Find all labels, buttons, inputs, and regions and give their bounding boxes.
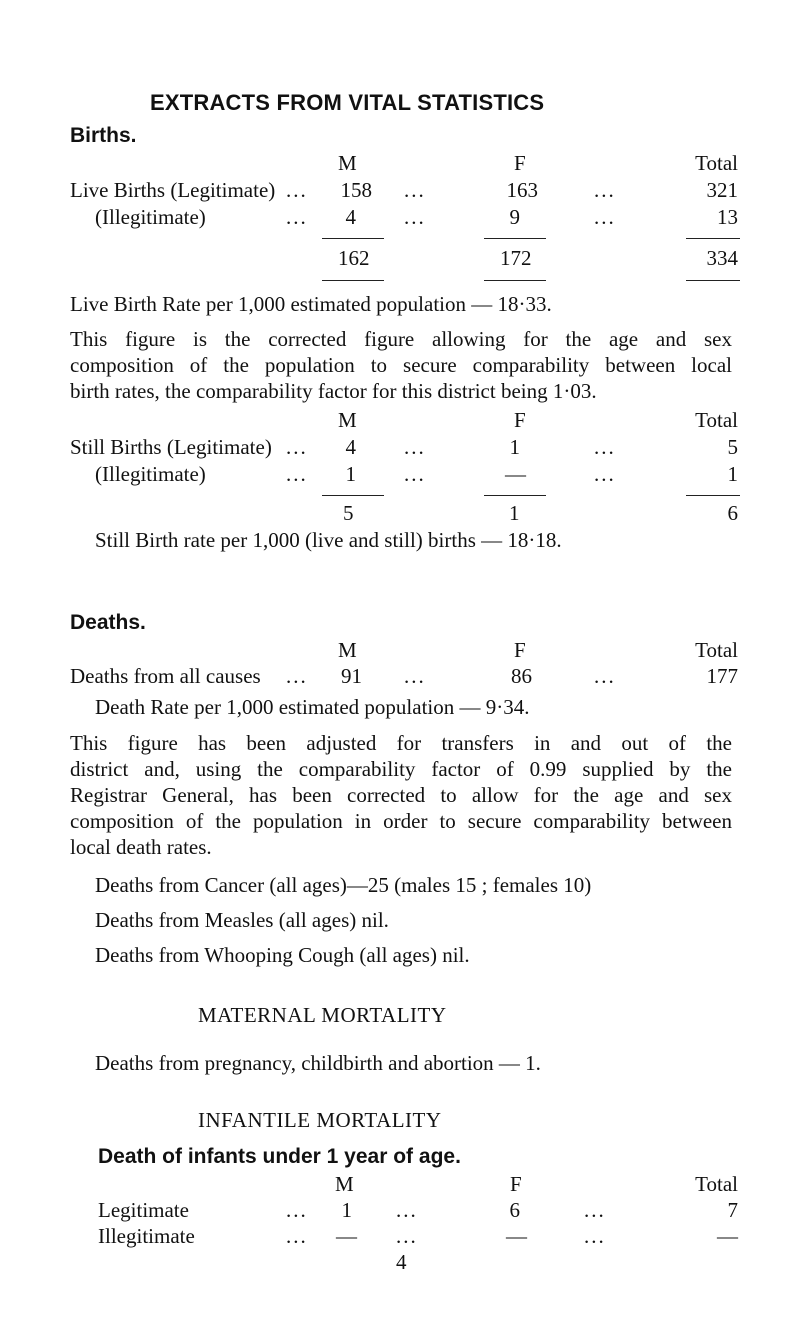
maternal-heading: MATERNAL MORTALITY [198, 1003, 447, 1027]
infant-subheading: Death of infants under 1 year of age. [98, 1145, 461, 1168]
infant-illegit-f: — [506, 1224, 527, 1248]
dots: ... [594, 664, 616, 688]
dots: ... [404, 178, 426, 202]
live-births-legit-f: 163 [506, 178, 538, 202]
infant-illegit-total: — [717, 1224, 738, 1248]
dots: ... [594, 205, 616, 229]
dots: ... [286, 178, 308, 202]
dots: ... [404, 435, 426, 459]
still-col-f: F [514, 408, 526, 432]
still-births-legit-m: 4 [345, 435, 356, 459]
infant-illegit-label: Illegitimate [98, 1224, 195, 1248]
still-birth-rate: Still Birth rate per 1,000 (live and still) births — 18·18. [95, 528, 562, 552]
rule [322, 238, 384, 239]
note-line: birth rates, the comparability factor for this district being 1·03. [70, 379, 597, 403]
live-births-total-m: 162 [338, 246, 370, 270]
still-births-legit-total: 5 [727, 435, 738, 459]
dots: ... [594, 435, 616, 459]
deaths-measles: Deaths from Measles (all ages) nil. [95, 908, 389, 932]
dots: ... [286, 1224, 308, 1248]
note-line: composition of the population to secure comparability between local [70, 353, 732, 377]
dots: ... [404, 462, 426, 486]
still-births-illegit-label: (Illegitimate) [95, 462, 206, 486]
infant-heading: INFANTILE MORTALITY [198, 1108, 442, 1132]
dots: ... [396, 1198, 418, 1222]
page-title: EXTRACTS FROM VITAL STATISTICS [150, 90, 545, 115]
births-col-total: Total [695, 151, 738, 175]
death-rate: Death Rate per 1,000 estimated population — 9·34. [95, 695, 530, 719]
dots: ... [404, 205, 426, 229]
note-line: composition of the population in order to secure comparability between [70, 809, 732, 833]
rule [484, 495, 546, 496]
note-line: local death rates. [70, 835, 212, 859]
deaths-col-m: M [338, 638, 357, 662]
live-births-illegit-m: 4 [345, 205, 356, 229]
infant-legit-label: Legitimate [98, 1198, 189, 1222]
still-births-illegit-m: 1 [345, 462, 356, 486]
live-births-legit-total: 321 [706, 178, 738, 202]
still-col-m: M [338, 408, 357, 432]
still-births-total-m: 5 [343, 501, 354, 525]
rule [322, 280, 384, 281]
dots: ... [594, 462, 616, 486]
deaths-col-total: Total [695, 638, 738, 662]
live-births-illegit-total: 13 [717, 205, 738, 229]
death-note [70, 730, 732, 860]
rule [322, 495, 384, 496]
note-line: This figure is the corrected figure allowing for the age and sex [70, 327, 732, 351]
live-births-illegit-f: 9 [509, 205, 520, 229]
deaths-all-causes-label: Deaths from all causes [70, 664, 261, 688]
deaths-cancer: Deaths from Cancer (all ages)—25 (males 15 ; females 10) [95, 873, 592, 897]
dots: ... [584, 1198, 606, 1222]
rule [686, 280, 740, 281]
rule [484, 280, 546, 281]
infant-legit-m: 1 [341, 1198, 352, 1222]
rule [686, 238, 740, 239]
rule [484, 238, 546, 239]
page-number: 4 [396, 1250, 407, 1274]
dots: ... [396, 1224, 418, 1248]
note-line: This figure has been adjusted for transfers in and out of the [70, 731, 732, 755]
still-births-illegit-total: 1 [727, 462, 738, 486]
live-births-illegit-label: (Illegitimate) [95, 205, 206, 229]
live-births-legit-label: Live Births (Legitimate) [70, 178, 276, 202]
still-col-total: Total [695, 408, 738, 432]
dots: ... [594, 178, 616, 202]
infant-col-f: F [510, 1172, 522, 1196]
still-births-illegit-f: — [505, 462, 526, 486]
dots: ... [584, 1224, 606, 1248]
dots: ... [286, 462, 308, 486]
deaths-all-causes-f: 86 [511, 664, 532, 688]
infant-col-total: Total [695, 1172, 738, 1196]
live-births-legit-m: 158 [340, 178, 372, 202]
infant-illegit-m: — [336, 1224, 357, 1248]
dots: ... [404, 664, 426, 688]
births-col-f: F [514, 151, 526, 175]
deaths-col-f: F [514, 638, 526, 662]
still-births-legit-f: 1 [509, 435, 520, 459]
infant-legit-total: 7 [727, 1198, 738, 1222]
births-col-m: M [338, 151, 357, 175]
deaths-heading: Deaths. [70, 611, 146, 634]
dots: ... [286, 205, 308, 229]
maternal-line: Deaths from pregnancy, childbirth and abortion — 1. [95, 1051, 541, 1075]
rule [686, 495, 740, 496]
infant-col-m: M [335, 1172, 354, 1196]
dots: ... [286, 1198, 308, 1222]
still-births-total-f: 1 [509, 501, 520, 525]
live-birth-rate: Live Birth Rate per 1,000 estimated population — 18·33. [70, 292, 552, 316]
live-birth-note [70, 326, 732, 404]
live-births-total-total: 334 [706, 246, 738, 270]
note-line: Registrar General, has been corrected to allow for the age and sex [70, 783, 732, 807]
live-births-total-f: 172 [500, 246, 532, 270]
dots: ... [286, 435, 308, 459]
deaths-all-causes-m: 91 [341, 664, 362, 688]
still-births-legit-label: Still Births (Legitimate) [70, 435, 272, 459]
deaths-all-causes-total: 177 [706, 664, 738, 688]
infant-legit-f: 6 [509, 1198, 520, 1222]
deaths-whooping-cough: Deaths from Whooping Cough (all ages) nil. [95, 943, 470, 967]
dots: ... [286, 664, 308, 688]
births-heading: Births. [70, 124, 137, 147]
still-births-total-total: 6 [727, 501, 738, 525]
note-line: district and, using the comparability factor of 0.99 supplied by the [70, 757, 732, 781]
